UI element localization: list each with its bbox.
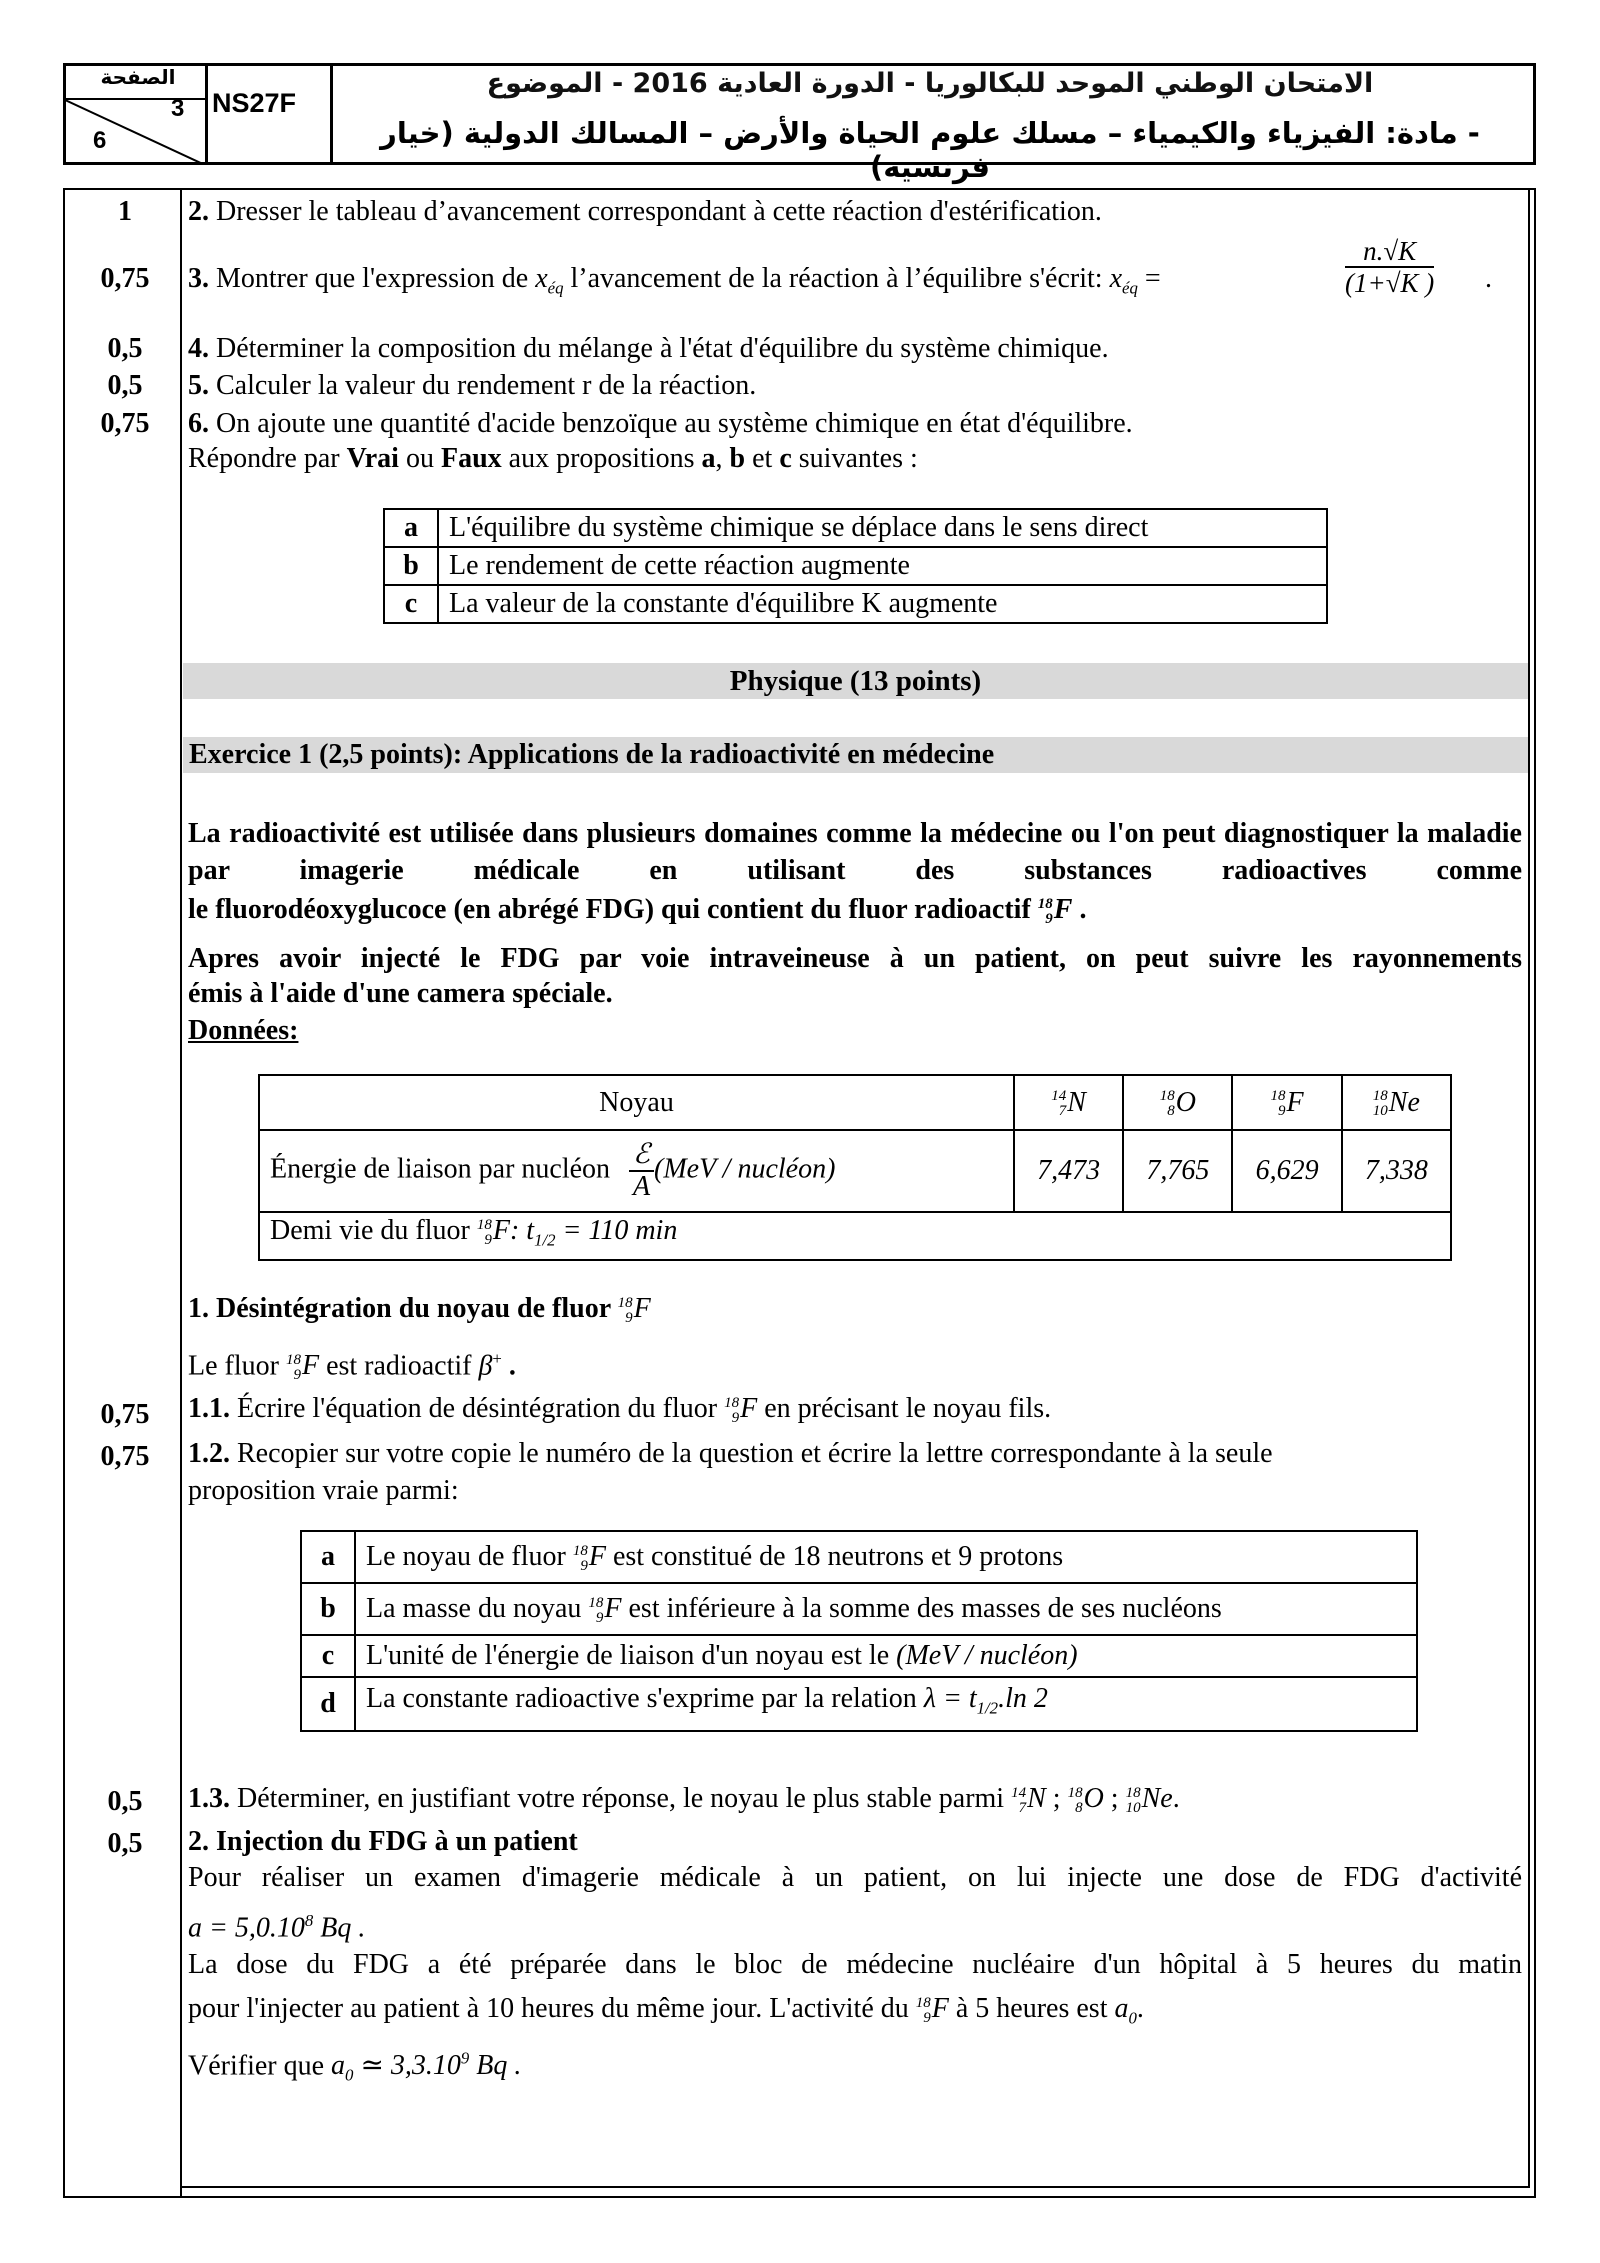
part-1-text: Le fluor 18 9 F est radioactif β+ . [188, 1349, 516, 1383]
part-2-title: 2. Injection du FDG à un patient [188, 1826, 578, 1857]
points-q13: 0,5 [107, 1786, 143, 1817]
points-q11: 0,75 [100, 1399, 150, 1430]
question-6: 6. On ajoute une quantité d'acide benzoïque au système chimique en état d'équilibre. [188, 408, 1133, 439]
exercise-title: Exercice 1 (2,5 points): Applications de la radioactivité en médecine [183, 737, 1528, 773]
fraction-numerator: n.√K [1345, 236, 1434, 268]
x-eq-symbol-2: $x_{éq}$ [1109, 263, 1138, 298]
question-text: Dresser le tableau d’avancement correspondant à cette réaction d'estérification. [209, 196, 1102, 227]
binding-energy-Ne: 7,338 [1342, 1130, 1451, 1212]
question-5: 5. Calculer la valeur du rendement r de la réaction. [188, 370, 757, 401]
question-1-2: 1.2. Recopier sur votre copie le numéro de la question et écrire la lettre correspondante à la seule [188, 1438, 1273, 1469]
part-2-p3: pour l'injecter au patient à 10 heures du même jour. L'activité du 18 9 F à 5 heures est $a_0$. [188, 1993, 1144, 2028]
q6-proposals-table [383, 508, 1328, 624]
points-q6: 0,75 [100, 408, 150, 439]
question-1-1: 1.1. Écrire l'équation de désintégration du fluor 18 9 F en précisant le noyau fils. [188, 1393, 1052, 1426]
nuclear-data-table [258, 1074, 1452, 1261]
table-row: b La masse du noyau 18 9 F est inférieure à la somme des masses de ses nucléons [301, 1583, 1417, 1635]
binding-energy-label: Énergie de liaison par nucléon $\frac{\text{ℰ}}{A}$ (MeV / nucléon) [259, 1130, 1014, 1212]
fraction-denominator: (1+√K ) [1345, 268, 1435, 298]
question-text: Montrer que l'expression de [209, 263, 536, 294]
table-row [259, 1130, 1451, 1212]
table-row: d La constante radioactive s'exprime par la relation $\lambda = t_{1/2}.\ln$ 2 [301, 1677, 1417, 1731]
table-row [259, 1212, 1451, 1260]
nucleus-O: 18 8 O [1123, 1075, 1232, 1130]
page-total: 6 [93, 127, 107, 154]
question-3: 3. Montrer que l'expression de $x_{éq}$ l’avancement de la réaction à l’équilibre s'écrit: $x_{éq}$ = [188, 263, 1161, 298]
fluorine-18-symbol: 18 9 F [1037, 894, 1073, 927]
part-2-p4: Vérifier que $a_0$ ≃ 3,3.10$^9$ Bq . [188, 2049, 522, 2085]
question-4: 4. Déterminer la composition du mélange à l'état d'équilibre du système chimique. [188, 333, 1109, 364]
page-current: 3 [171, 95, 185, 122]
intro-paragraph-2-last: émis à l'aide d'une camera spéciale. [188, 978, 613, 1009]
table-row: c La valeur de la constante d'équilibre K augmente [384, 585, 1327, 623]
header-title-2: - مادة: الفيزياء والكيمياء – مسلك علوم الحياة والأرض – المسالك الدولية (خيار فرنسية) [380, 116, 1480, 184]
q12-proposals-table [300, 1530, 1418, 1732]
points-q12: 0,75 [100, 1441, 150, 1472]
half-life-row: Demi vie du fluor 18 9 F: $t_{1/2} = 110$ min [259, 1212, 1451, 1260]
part-2-p2: La dose du FDG a été préparée dans le bloc de médecine nucléaire d'un hôpital à 5 heures du matin [188, 1949, 1522, 1980]
table-row: a L'équilibre du système chimique se déplace dans le sens direct [384, 509, 1327, 547]
question-1-3: 1.3. Déterminer, en justifiant votre réponse, le noyau le plus stable parmi 14 7 N ; 18 8 O ; 18 10 Ne. [188, 1783, 1180, 1816]
x-eq-symbol: $x_{éq}$ [535, 263, 564, 298]
intro-paragraph-1: La radioactivité est utilisée dans plusieurs domaines comme la médecine ou l'on peut diagnostiquer la maladie par imagerie médicale en utilisant des substances radioactives comme [188, 818, 1522, 886]
part-1-title: 1. Désintégration du noyau de fluor 18 9 F [188, 1293, 651, 1326]
question-1-2-cont: proposition vraie parmi: [188, 1475, 459, 1506]
data-title: Données: [188, 1015, 299, 1046]
physics-section-title: Physique (13 points) [183, 663, 1528, 699]
q3-period: . [1485, 263, 1492, 294]
intro-paragraph-2: Apres avoir injecté le FDG par voie intraveineuse à un patient, on peut suivre les rayonnements [188, 943, 1522, 974]
points-q2: 1 [118, 196, 132, 227]
points-part2: 0,5 [107, 1828, 143, 1859]
binding-energy-O: 7,765 [1123, 1130, 1232, 1212]
code-divider [330, 63, 333, 165]
points-q5: 0,5 [107, 370, 143, 401]
question-number: 2. [188, 196, 209, 227]
part-2-p1: Pour réaliser un examen d'imagerie médicale à un patient, on lui injecte une dose de FDG d'activité [188, 1862, 1522, 1893]
question-number: 3. [188, 263, 209, 294]
binding-energy-F: 6,629 [1232, 1130, 1341, 1212]
header-noyau: Noyau [259, 1075, 1014, 1130]
part-2-activity: $a = 5,0.10^8$ Bq . [188, 1911, 366, 1944]
table-row: a Le noyau de fluor 18 9 F est constitué de 18 neutrons et 9 protons [301, 1531, 1417, 1583]
table-row: b Le rendement de cette réaction augmente [384, 547, 1327, 585]
page-number-box [63, 63, 208, 165]
equilibrium-fraction [1345, 236, 1434, 298]
nucleus-F: 18 9 F [1232, 1075, 1341, 1130]
header-title-1: الامتحان الوطني الموحد للبكالوريا - الدورة العادية 2016 - الموضوع [486, 68, 1374, 99]
page-label: الصفحة [100, 65, 176, 89]
question-6-instructions: Répondre par Vrai ou Faux aux propositions a, b et c suivantes : [188, 443, 918, 474]
question-2 [188, 195, 1102, 229]
points-q3: 0,75 [100, 263, 150, 294]
question-text-2: l’avancement de la réaction à l’équilibre s'écrit: [563, 263, 1110, 294]
nucleus-Ne: 18 10 Ne [1342, 1075, 1451, 1130]
table-row: c L'unité de l'énergie de liaison d'un noyau est le (MeV / nucléon) [301, 1635, 1417, 1677]
exam-code: NS27F [212, 88, 297, 118]
table-row [259, 1075, 1451, 1130]
nucleus-N: 14 7 N [1014, 1075, 1123, 1130]
intro-paragraph-1-last: le fluorodéoxyglucoce (en abrégé FDG) qui contient du fluor radioactif 18 9 F . [188, 894, 1087, 927]
binding-energy-N: 7,473 [1014, 1130, 1123, 1212]
points-q4: 0,5 [107, 333, 143, 364]
